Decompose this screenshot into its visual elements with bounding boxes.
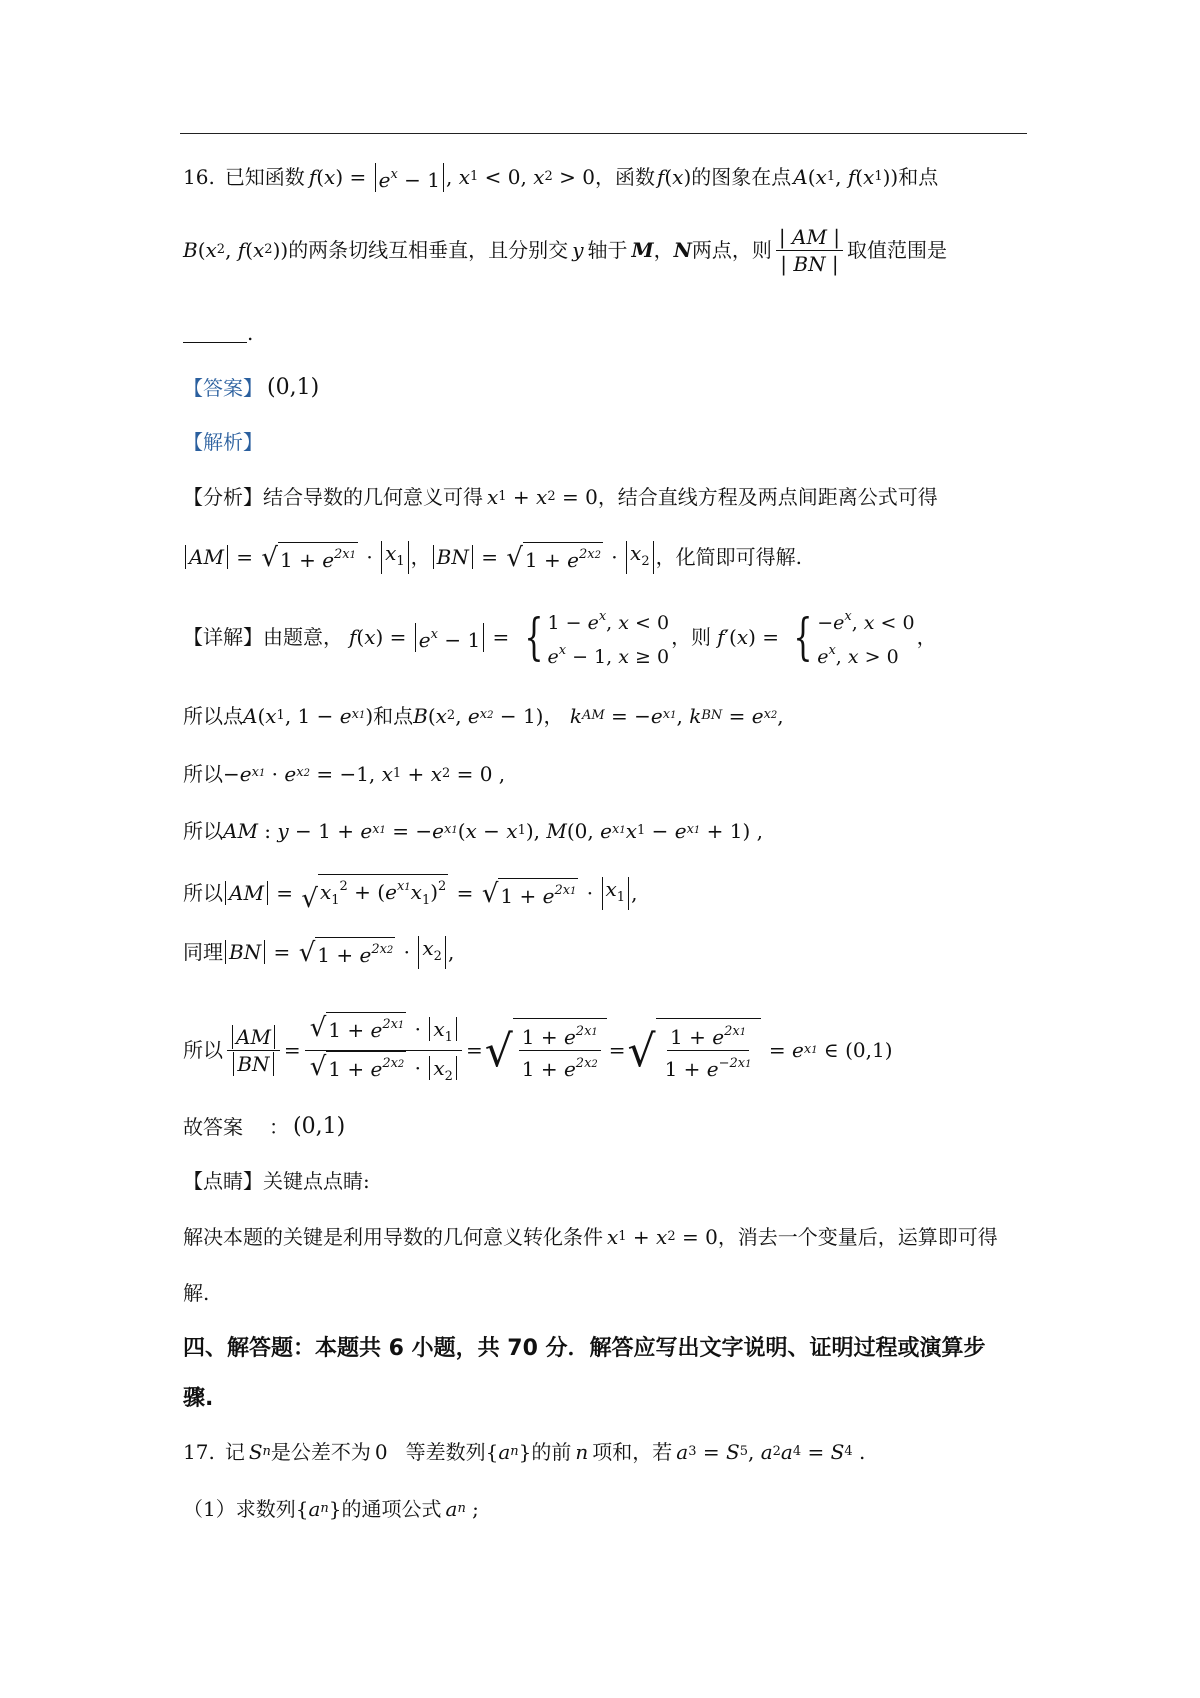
step-2: 所以 − e x1 · e x2 = −1, x 1 + x 2 = 0 ,: [183, 761, 506, 786]
q17-part1: （1）求数列 { a n } 的通项公式 a n ;: [183, 1497, 479, 1521]
q16-text: 两点，则: [691, 238, 772, 262]
dianjing-line: 【点睛】 关键点点睛:: [183, 1166, 1033, 1196]
q16-text: 取值范围是: [847, 238, 948, 262]
q16-formula: f: [308, 165, 317, 189]
q16-text: 的两条切线互相垂直，且分别交: [288, 238, 569, 262]
final-value: (0,1): [293, 1114, 346, 1139]
analysis-line: [183, 427, 1033, 457]
analysis-label: 【解析】: [183, 430, 263, 454]
fenxi-line2: AM = √ $1 + e^{2x1}$ · $x_1$ ， BN = √ $1 + e^{2x2}$ · $x_2$ ，化简即可得解.: [183, 535, 1033, 579]
q16-number: 16.: [183, 165, 215, 189]
section-heading-1: 四、解答题：本题共 6 小题，共 70 分．解答应写出文字说明、证明过程或演算步: [183, 1336, 986, 1361]
step-1: 所以点 A ( x 1 , 1 − e x1 ) 和点 B ( x 2 , e x2 − 1) ， k AM = − e x1 , k BN = e x2 ,: [183, 703, 784, 728]
q16-line2: B ( x 2 , f ( x 2 )) 的两条切线互相垂直，且分别交 y 轴于 M ， N 两点，则 $\frac{| AM |}{| BN |}$ 取值范围是: [183, 224, 948, 276]
q16-blank-line: .: [183, 318, 1033, 348]
q17-line: 17. 记 S n 是公差不为 0 等差数列 { a n } 的前 n 项和，若 a 3 = S 5 , a 2 a 4 = S 4 .: [183, 1437, 1033, 1467]
header-rule: [180, 133, 1027, 134]
answer-label: 【答案】: [183, 376, 263, 400]
detail-line: 【详解】 由题意， f ( x ) = $e^x - 1$ = { $1 - e^x$, x < 0 $e^x - 1$, x ≥ 0 ，则 f ′( x ) = { $-e^x$, x < 0 $e^x$, x > 0 ，: [183, 608, 937, 668]
step-6: 所以 $\frac{AM}{BN}$ = √ $1 + e^{2x1}$ · $x_1$ √ $1 + e^{2x2}$ · $x_2$ = √ $\frac{1 + e^{2x1}}{1 + e^{2x2}}$ = √ $\frac{1 + e^{2x1}}{1 + e^{-2x1}}$ = e x1 ∈ (0,1): [183, 1012, 893, 1084]
q16-text: ，函数: [594, 165, 655, 189]
step-3: 所以 AM : y − 1 + e x1 = − e x1 ( x − x 1 ), M (0, e x1 x 1 − e x1 + 1) ,: [183, 818, 764, 843]
answer-line: [183, 373, 1033, 403]
fenxi-label: 【分析】: [183, 485, 263, 509]
q16-text: 的图象在点: [691, 165, 792, 189]
q16-ratio: $\frac{| AM |}{| BN |}$: [776, 224, 843, 277]
q17-number: 17.: [183, 1440, 215, 1464]
answer-blank: [183, 324, 247, 343]
q16-text: 轴于: [587, 238, 628, 262]
q16-text: 已知函数: [224, 165, 305, 189]
section-heading-2: 骤.: [183, 1386, 214, 1411]
answer-value: (0,1): [267, 375, 320, 400]
dianjing-body-2: 解.: [183, 1281, 210, 1305]
dianjing-label: 【点睛】: [183, 1169, 263, 1193]
step-4: 所以 AM = √ $x_1^2 + (e^{x1}x_1)^2$ = √ $1 + e^{2x1}$ · $x_1$ ,: [183, 868, 1033, 918]
dianjing-body-1: 解决本题的关键是利用导数的几何意义转化条件 x 1 + x 2 = 0 ，消去一个变量后，运算即可得: [183, 1225, 998, 1249]
detail-label: 【详解】: [183, 625, 263, 649]
final-answer-line: 故答案 ： (0,1): [183, 1112, 1033, 1142]
fenxi-line1: 【分析】 结合导数的几何意义可得 x 1 + x 2 = 0 ，结合直线方程及两点间距离公式可得: [183, 482, 1033, 512]
q16-line1: 16. 已知函数 f ( x ) = $e^x - 1$ , x 1 < 0, x 2 > 0 ，函数 f ( x ) 的图象在点 A ( x 1 , f ( x 1 )) 和点: [183, 162, 1033, 192]
step-5: 同理 BN = √ $1 + e^{2x2}$ · $x_2$ ,: [183, 935, 455, 968]
q16-text: 和点: [898, 165, 939, 189]
